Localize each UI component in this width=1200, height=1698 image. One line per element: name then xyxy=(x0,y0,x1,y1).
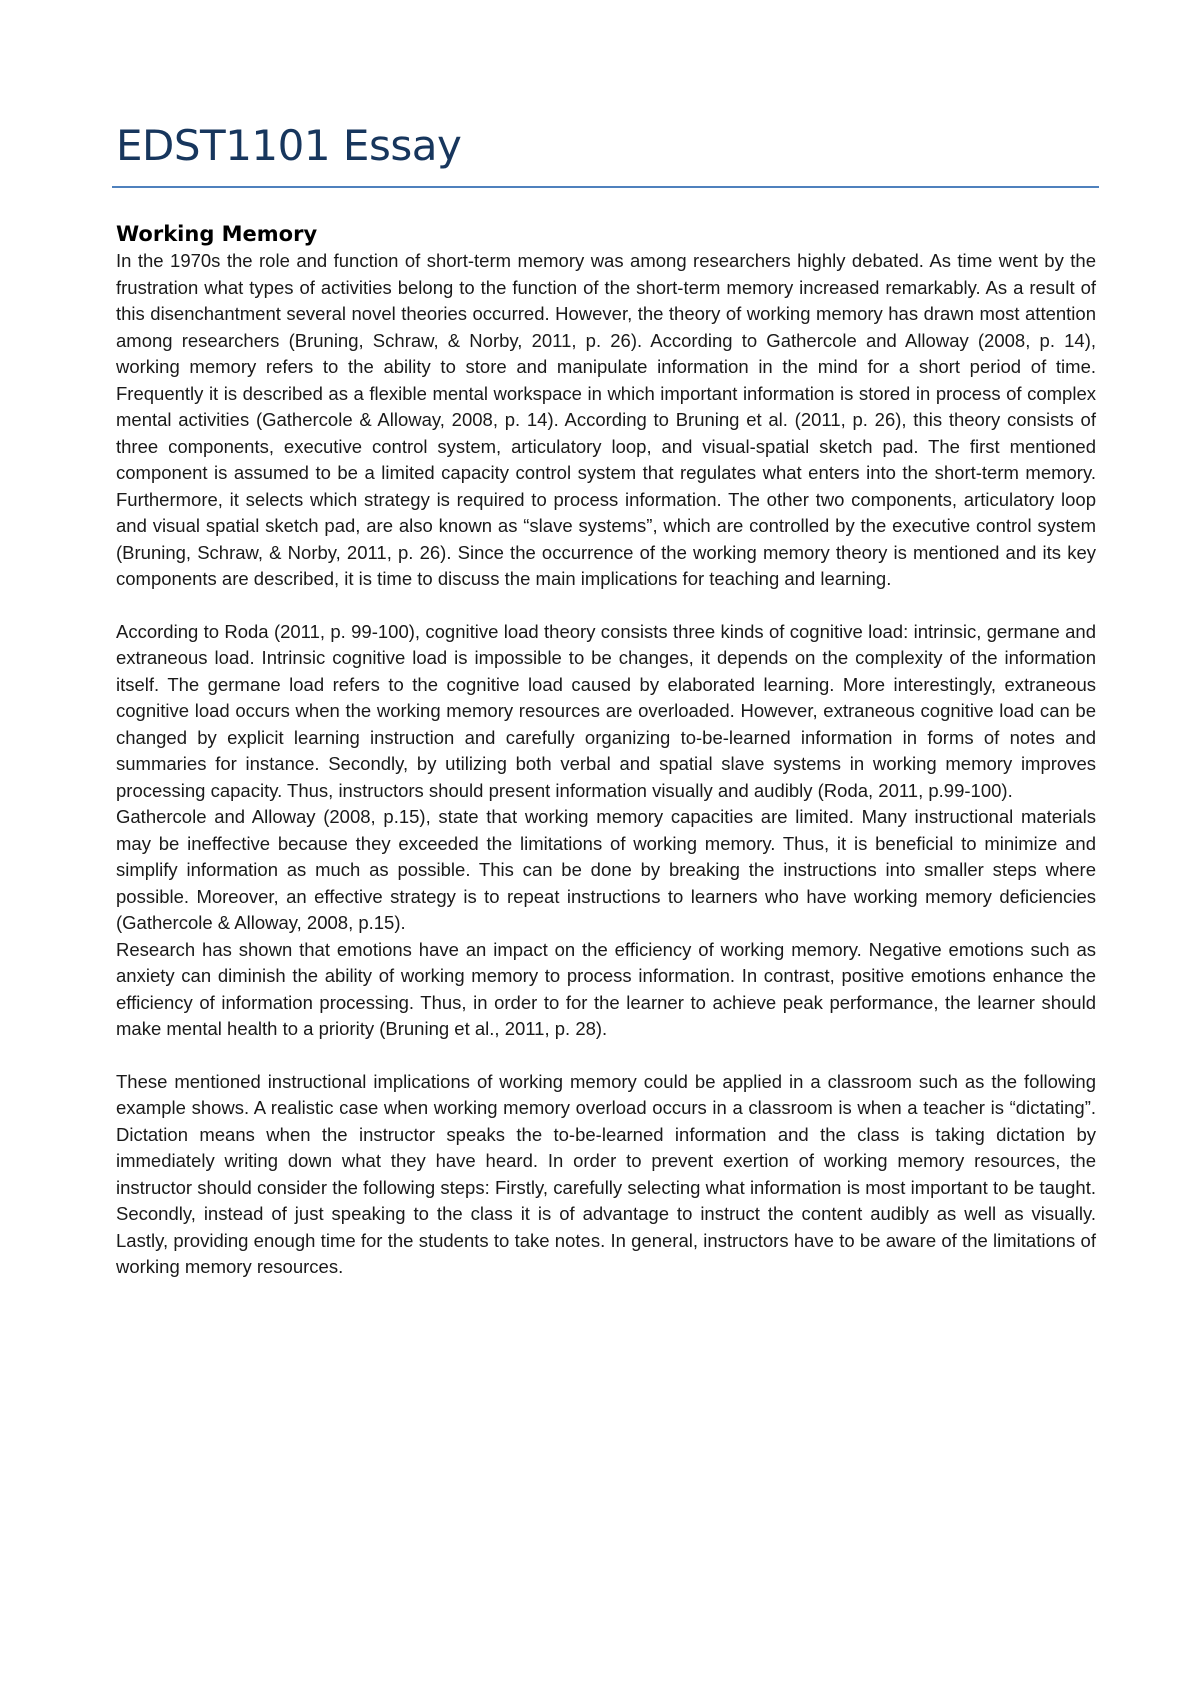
paragraph-capacity-limits: Gathercole and Alloway (2008, p.15), state that working memory capacities are limited. Many instructional materials may be ineffective because they exceeded the limitations of working memory. Thus, it is beneficial to minimize and simplify information as much as possible. This can be done by breaking the instructions into smaller steps where possible. Moreover, an effective strategy is to repeat instructions to learners who have working memory deficiencies (Gathercole & Alloway, 2008, p.15). xyxy=(116,806,1096,933)
document-body xyxy=(116,220,1096,1281)
section-heading: Working Memory xyxy=(116,222,318,246)
title-divider xyxy=(112,186,1099,188)
document-title: EDST1101 Essay xyxy=(116,121,462,170)
paragraph-working-memory-intro: In the 1970s the role and function of short-term memory was among researchers highly debated. As time went by the frustration what types of activities belong to the function of the short-term memory increased remarkably. As a result of this disenchantment several novel theories occurred. However, the theory of working memory has drawn most attention among researchers (Bruning, Schraw, & Norby, 2011, p. 26). According to Gathercole and Alloway (2008, p. 14), working memory refers to the ability to store and manipulate information in the mind for a short period of time. Frequently it is described as a flexible mental workspace in which important information is stored in process of complex mental activities (Gathercole & Alloway, 2008, p. 14). According to Bruning et al. (2011, p. 26), this theory consists of three components, executive control system, articulatory loop, and visual-spatial sketch pad. The first mentioned component is assumed to be a limited capacity control system that regulates what enters into the short-term memory. Furthermore, it selects which strategy is required to process information. The other two components, articulatory loop and visual spatial sketch pad, are also known as “slave systems”, which are controlled by the executive control system (Bruning, Schraw, & Norby, 2011, p. 26). Since the occurrence of the working memory theory is mentioned and its key components are described, it is time to discuss the main implications for teaching and learning. xyxy=(116,250,1096,589)
paragraph-classroom-example: These mentioned instructional implications of working memory could be applied in a classroom such as the following example shows. A realistic case when working memory overload occurs in a classroom is when a teacher is “dictating”. Dictation means when the instructor speaks the to-be-learned information and the class is taking dictation by immediately writing down what they have heard. In order to prevent exertion of working memory resources, the instructor should consider the following steps: Firstly, carefully selecting what information is most important to be taught. Secondly, instead of just speaking to the class it is of advantage to instruct the content audibly as well as visually. Lastly, providing enough time for the students to take notes. In general, instructors have to be aware of the limitations of working memory resources. xyxy=(116,1070,1096,1277)
paragraph-emotions: Research has shown that emotions have an impact on the efficiency of working memory. Negative emotions such as anxiety can diminish the ability of working memory to process information. In contrast, positive emotions enhance the efficiency of information processing. Thus, in order to for the learner to achieve peak performance, the learner should make mental health to a priority (Bruning et al., 2011, p. 28). xyxy=(116,938,1096,1039)
paragraph-cognitive-load: According to Roda (2011, p. 99-100), cognitive load theory consists three kinds of cognitive load: intrinsic, germane and extraneous load. Intrinsic cognitive load is impossible to be changes, it depends on the complexity of the information itself. The germane load refers to the cognitive load caused by elaborated learning. More interestingly, extraneous cognitive load occurs when the working memory resources are overloaded. However, extraneous cognitive load can be changed by explicit learning instruction and carefully organizing to-be-learned information in forms of notes and summaries for instance. Secondly, by utilizing both verbal and spatial slave systems in working memory improves processing capacity. Thus, instructors should present information visually and audibly (Roda, 2011, p.99-100). xyxy=(116,620,1096,801)
